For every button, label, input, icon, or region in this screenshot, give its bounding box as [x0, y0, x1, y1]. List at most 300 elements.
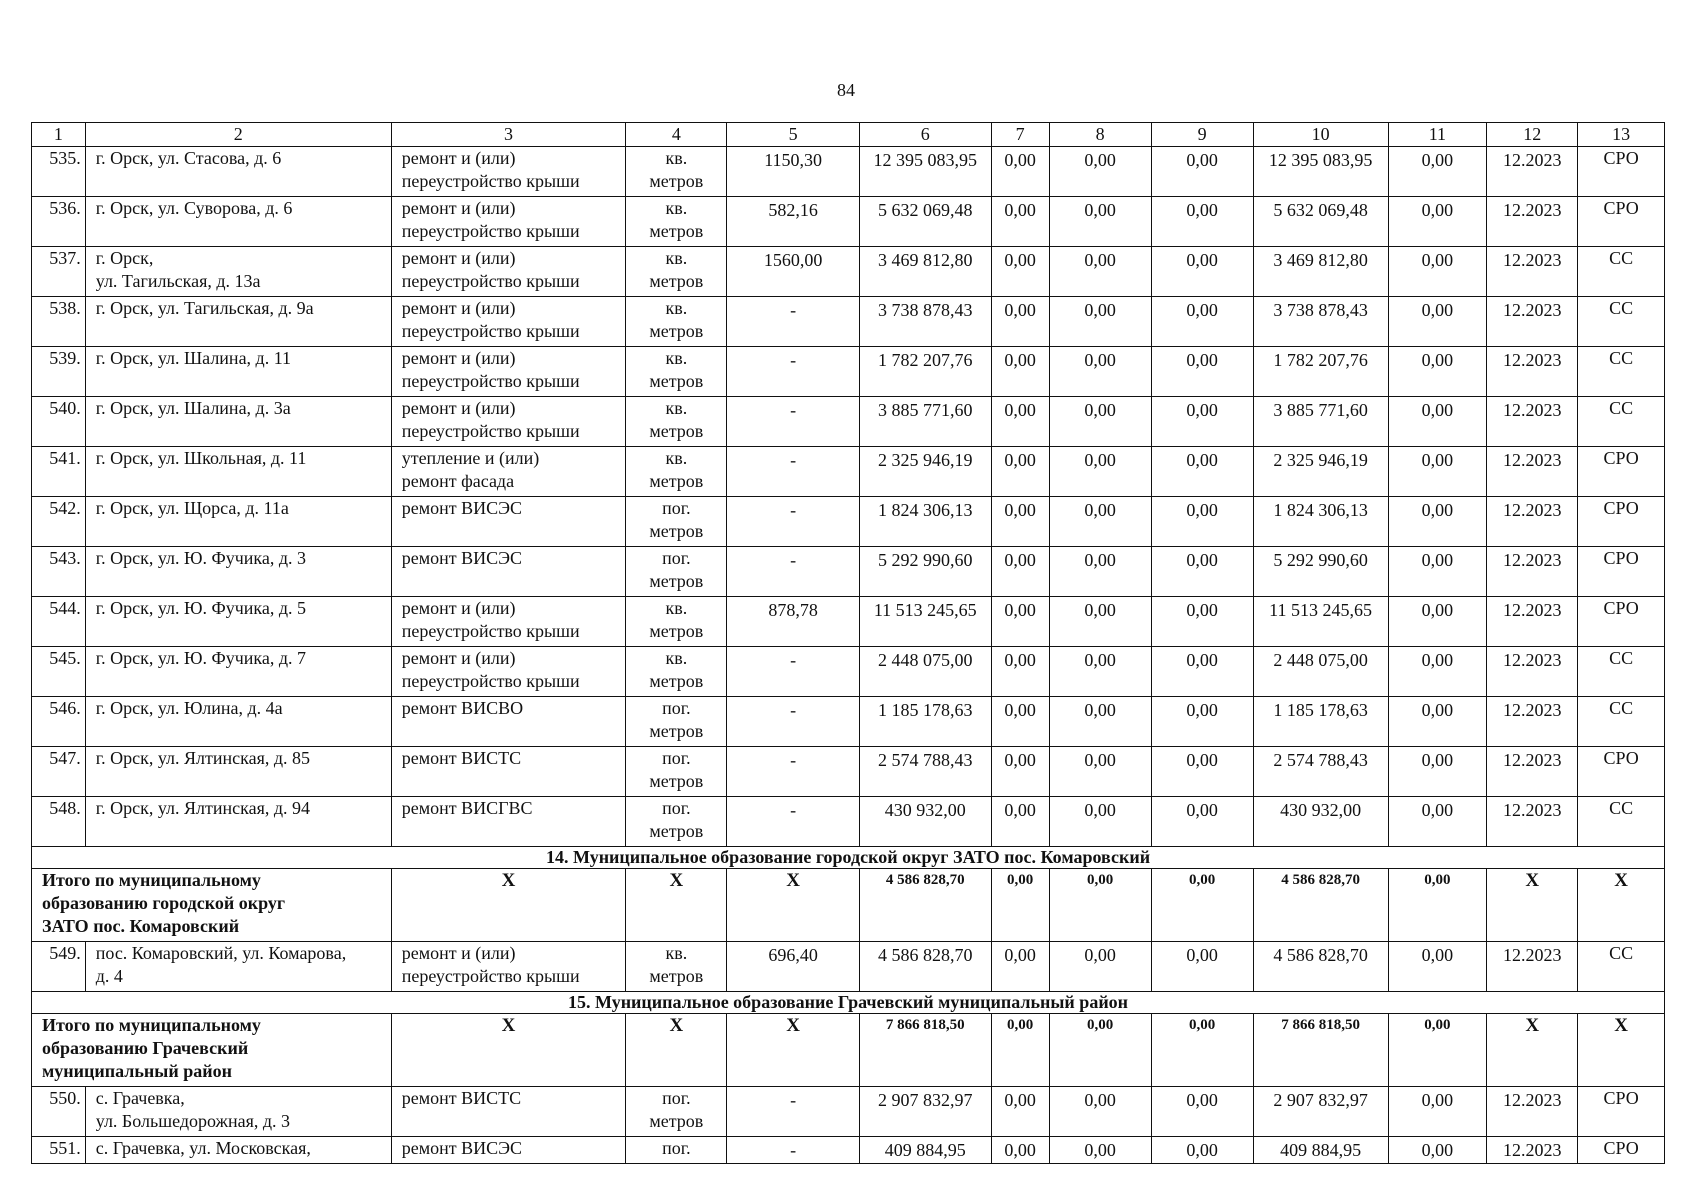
contractor-type: СРО — [1578, 1137, 1665, 1164]
col-7: 0,00 — [991, 497, 1049, 547]
table-row — [32, 1087, 1665, 1137]
col-9: 0,00 — [1151, 942, 1253, 992]
unit-line: метров — [649, 321, 704, 341]
col-8: 0,00 — [1049, 297, 1151, 347]
total-x: X — [626, 1014, 727, 1087]
column-header: 3 — [391, 123, 626, 147]
contractor-type: СС — [1578, 942, 1665, 992]
work-type-line: ремонт и (или) — [401, 198, 516, 218]
total-label-line: ЗАТО пос. Комаровский — [42, 916, 240, 936]
total-label-line: образованию Грачевский — [42, 1038, 249, 1058]
unit-line: метров — [649, 221, 704, 241]
address — [85, 297, 391, 347]
column-header: 9 — [1151, 123, 1253, 147]
col-9: 0,00 — [1151, 247, 1253, 297]
unit-line: кв. — [665, 398, 688, 418]
col-10: 5 292 990,60 — [1253, 547, 1388, 597]
col-7: 0,00 — [991, 147, 1049, 197]
address-line: г. Орск, ул. Ю. Фучика, д. 7 — [95, 648, 307, 668]
contractor-type: СС — [1578, 647, 1665, 697]
work-type-line: ремонт ВИСЭС — [401, 1138, 522, 1158]
column-header: 12 — [1487, 123, 1578, 147]
unit — [626, 247, 727, 297]
row-number: 540. — [32, 397, 86, 447]
total-x: X — [626, 869, 727, 942]
work-type — [391, 347, 626, 397]
unit — [626, 697, 727, 747]
completion-date: 12.2023 — [1487, 547, 1578, 597]
work-type-line: ремонт и (или) — [401, 398, 516, 418]
col-8: 0,00 — [1049, 497, 1151, 547]
unit-line: метров — [649, 721, 704, 741]
col-9: 0,00 — [1151, 347, 1253, 397]
unit-line: метров — [649, 621, 704, 641]
col-11: 0,00 — [1388, 297, 1487, 347]
address-line: г. Орск, ул. Суворова, д. 6 — [95, 198, 293, 218]
completion-date: 12.2023 — [1487, 597, 1578, 647]
col-8: 0,00 — [1049, 1137, 1151, 1164]
unit-line: метров — [649, 371, 704, 391]
total-x: X — [1578, 1014, 1665, 1087]
col-7: 0,00 — [991, 447, 1049, 497]
work-type-line: ремонт ВИСТС — [401, 748, 522, 768]
completion-date: 12.2023 — [1487, 747, 1578, 797]
work-type-line: переустройство крыши — [401, 271, 580, 291]
total-label — [32, 869, 392, 942]
col-10: 3 885 771,60 — [1253, 397, 1388, 447]
col-9: 0,00 — [1151, 197, 1253, 247]
column-header: 1 — [32, 123, 86, 147]
contractor-type: СРО — [1578, 447, 1665, 497]
completion-date: 12.2023 — [1487, 1137, 1578, 1164]
col-7: 0,00 — [991, 869, 1049, 942]
unit-line: кв. — [665, 248, 688, 268]
col-10: 12 395 083,95 — [1253, 147, 1388, 197]
unit-line: метров — [649, 821, 704, 841]
col-8: 0,00 — [1049, 1014, 1151, 1087]
work-type-line: утепление и (или) — [401, 448, 540, 468]
column-header: 7 — [991, 123, 1049, 147]
col-11: 0,00 — [1388, 197, 1487, 247]
col-9: 0,00 — [1151, 597, 1253, 647]
col-9: 0,00 — [1151, 397, 1253, 447]
area: 878,78 — [727, 597, 860, 647]
address — [85, 447, 391, 497]
col-7: 0,00 — [991, 942, 1049, 992]
total-cost: 5 632 069,48 — [859, 197, 991, 247]
work-type-line: ремонт и (или) — [401, 943, 516, 963]
col-11: 0,00 — [1388, 497, 1487, 547]
col-10: 4 586 828,70 — [1253, 869, 1388, 942]
row-number: 546. — [32, 697, 86, 747]
address-line: д. 4 — [95, 966, 123, 986]
page-number: 84 — [837, 80, 855, 100]
table-row — [32, 447, 1665, 497]
col-7: 0,00 — [991, 547, 1049, 597]
work-type-line: переустройство крыши — [401, 321, 580, 341]
address — [85, 647, 391, 697]
unit-line: метров — [649, 571, 704, 591]
unit-line: метров — [649, 1111, 704, 1131]
col-10: 11 513 245,65 — [1253, 597, 1388, 647]
total-cost: 3 738 878,43 — [859, 297, 991, 347]
table-row — [32, 247, 1665, 297]
table-row — [32, 547, 1665, 597]
unit-line: метров — [649, 421, 704, 441]
total-x: X — [1487, 869, 1578, 942]
col-11: 0,00 — [1388, 547, 1487, 597]
unit — [626, 647, 727, 697]
col-9: 0,00 — [1151, 497, 1253, 547]
area: - — [727, 1137, 860, 1164]
col-9: 0,00 — [1151, 647, 1253, 697]
table-row — [32, 647, 1665, 697]
col-8: 0,00 — [1049, 197, 1151, 247]
address-line: ул. Большедорожная, д. 3 — [95, 1111, 291, 1131]
total-cost: 3 469 812,80 — [859, 247, 991, 297]
work-type-line: ремонт и (или) — [401, 348, 516, 368]
work-type-line: ремонт ВИСЭС — [401, 498, 522, 518]
unit-line: кв. — [665, 148, 688, 168]
column-header: 2 — [85, 123, 391, 147]
contractor-type: СРО — [1578, 497, 1665, 547]
total-cost: 430 932,00 — [859, 797, 991, 847]
col-7: 0,00 — [991, 247, 1049, 297]
work-type — [391, 747, 626, 797]
unit — [626, 747, 727, 797]
unit — [626, 1087, 727, 1137]
work-type-line: переустройство крыши — [401, 966, 580, 986]
address — [85, 497, 391, 547]
unit — [626, 942, 727, 992]
row-number: 536. — [32, 197, 86, 247]
col-8: 0,00 — [1049, 397, 1151, 447]
total-x: X — [391, 869, 626, 942]
section-title: 15. Муниципальное образование Грачевский муниципальный район — [32, 992, 1665, 1014]
row-number: 542. — [32, 497, 86, 547]
address-line: г. Орск, ул. Шалина, д. 3а — [95, 398, 291, 418]
unit — [626, 1137, 727, 1164]
address — [85, 797, 391, 847]
address-line: г. Орск, — [95, 248, 154, 268]
col-8: 0,00 — [1049, 869, 1151, 942]
area: 1150,30 — [727, 147, 860, 197]
address — [85, 247, 391, 297]
completion-date: 12.2023 — [1487, 942, 1578, 992]
work-type — [391, 197, 626, 247]
area: - — [727, 1087, 860, 1137]
col-8: 0,00 — [1049, 647, 1151, 697]
contractor-type: СРО — [1578, 147, 1665, 197]
unit-line: метров — [649, 521, 704, 541]
unit-line: кв. — [665, 943, 688, 963]
col-11: 0,00 — [1388, 397, 1487, 447]
col-8: 0,00 — [1049, 797, 1151, 847]
table-row — [32, 297, 1665, 347]
area: - — [727, 497, 860, 547]
column-header-row — [32, 123, 1665, 147]
address — [85, 347, 391, 397]
address-line: г. Орск, ул. Ялтинская, д. 94 — [95, 798, 311, 818]
address — [85, 197, 391, 247]
work-type-line: ремонт и (или) — [401, 648, 516, 668]
col-11: 0,00 — [1388, 247, 1487, 297]
unit-line: метров — [649, 966, 704, 986]
col-11: 0,00 — [1388, 597, 1487, 647]
unit-line: метров — [649, 671, 704, 691]
col-7: 0,00 — [991, 597, 1049, 647]
total-cost: 4 586 828,70 — [859, 942, 991, 992]
work-type — [391, 697, 626, 747]
unit-line: пог. — [662, 1088, 691, 1108]
col-7: 0,00 — [991, 1087, 1049, 1137]
total-cost: 2 907 832,97 — [859, 1087, 991, 1137]
address — [85, 1087, 391, 1137]
area: - — [727, 447, 860, 497]
col-11: 0,00 — [1388, 647, 1487, 697]
area: 696,40 — [727, 942, 860, 992]
unit-line: метров — [649, 771, 704, 791]
completion-date: 12.2023 — [1487, 347, 1578, 397]
address-line: г. Орск, ул. Шалина, д. 11 — [95, 348, 292, 368]
col-11: 0,00 — [1388, 1137, 1487, 1164]
completion-date: 12.2023 — [1487, 447, 1578, 497]
work-type — [391, 797, 626, 847]
section-title-row — [32, 992, 1665, 1014]
work-type — [391, 447, 626, 497]
col-7: 0,00 — [991, 747, 1049, 797]
capital-repair-table — [31, 122, 1665, 1164]
contractor-type: СРО — [1578, 747, 1665, 797]
work-type — [391, 247, 626, 297]
completion-date: 12.2023 — [1487, 247, 1578, 297]
total-label — [32, 1014, 392, 1087]
col-11: 0,00 — [1388, 697, 1487, 747]
address-line: ул. Тагильская, д. 13а — [95, 271, 261, 291]
total-cost: 2 448 075,00 — [859, 647, 991, 697]
row-number: 539. — [32, 347, 86, 397]
contractor-type: СС — [1578, 297, 1665, 347]
address-line: г. Орск, ул. Ю. Фучика, д. 3 — [95, 548, 307, 568]
col-9: 0,00 — [1151, 547, 1253, 597]
work-type-line: переустройство крыши — [401, 171, 580, 191]
col-10: 3 738 878,43 — [1253, 297, 1388, 347]
work-type-line: ремонт ВИСЭС — [401, 548, 522, 568]
col-8: 0,00 — [1049, 147, 1151, 197]
col-9: 0,00 — [1151, 869, 1253, 942]
work-type-line: переустройство крыши — [401, 421, 580, 441]
col-11: 0,00 — [1388, 869, 1487, 942]
total-x: X — [391, 1014, 626, 1087]
work-type-line: ремонт ВИСГВС — [401, 798, 533, 818]
col-7: 0,00 — [991, 347, 1049, 397]
column-header: 11 — [1388, 123, 1487, 147]
work-type-line: ремонт и (или) — [401, 298, 516, 318]
address-line: г. Орск, ул. Щорса, д. 11а — [95, 498, 289, 518]
contractor-type: СРО — [1578, 597, 1665, 647]
work-type — [391, 597, 626, 647]
work-type-line: переустройство крыши — [401, 621, 580, 641]
col-9: 0,00 — [1151, 147, 1253, 197]
section-title: 14. Муниципальное образование городской округ ЗАТО пос. Комаровский — [32, 847, 1665, 869]
column-header: 4 — [626, 123, 727, 147]
unit-line: кв. — [665, 348, 688, 368]
unit — [626, 497, 727, 547]
col-10: 1 185 178,63 — [1253, 697, 1388, 747]
column-header: 6 — [859, 123, 991, 147]
contractor-type: СРО — [1578, 197, 1665, 247]
col-10: 1 824 306,13 — [1253, 497, 1388, 547]
total-label-line: муниципальный район — [42, 1061, 232, 1081]
contractor-type: СРО — [1578, 547, 1665, 597]
total-x: X — [727, 869, 860, 942]
area: - — [727, 347, 860, 397]
contractor-type: СС — [1578, 247, 1665, 297]
address-line: г. Орск, ул. Юлина, д. 4а — [95, 698, 283, 718]
col-8: 0,00 — [1049, 547, 1151, 597]
table-row — [32, 697, 1665, 747]
work-type — [391, 397, 626, 447]
table-row — [32, 197, 1665, 247]
table-row — [32, 147, 1665, 197]
col-11: 0,00 — [1388, 942, 1487, 992]
col-10: 1 782 207,76 — [1253, 347, 1388, 397]
col-9: 0,00 — [1151, 1087, 1253, 1137]
work-type-line: переустройство крыши — [401, 371, 580, 391]
address-line: г. Орск, ул. Ялтинская, д. 85 — [95, 748, 311, 768]
col-9: 0,00 — [1151, 447, 1253, 497]
total-x: X — [727, 1014, 860, 1087]
col-11: 0,00 — [1388, 797, 1487, 847]
area: - — [727, 297, 860, 347]
row-number: 545. — [32, 647, 86, 697]
col-11: 0,00 — [1388, 147, 1487, 197]
unit — [626, 147, 727, 197]
unit-line: пог. — [662, 748, 691, 768]
work-type — [391, 942, 626, 992]
address-line: г. Орск, ул. Тагильская, д. 9а — [95, 298, 314, 318]
col-8: 0,00 — [1049, 697, 1151, 747]
total-cost: 409 884,95 — [859, 1137, 991, 1164]
table-row — [32, 1137, 1665, 1164]
total-x: X — [1578, 869, 1665, 942]
section-total-row — [32, 1014, 1665, 1087]
address — [85, 147, 391, 197]
col-11: 0,00 — [1388, 1087, 1487, 1137]
row-number: 543. — [32, 547, 86, 597]
col-7: 0,00 — [991, 647, 1049, 697]
col-11: 0,00 — [1388, 347, 1487, 397]
col-8: 0,00 — [1049, 347, 1151, 397]
total-cost: 5 292 990,60 — [859, 547, 991, 597]
work-type — [391, 147, 626, 197]
work-type — [391, 547, 626, 597]
unit-line: кв. — [665, 298, 688, 318]
area: - — [727, 697, 860, 747]
completion-date: 12.2023 — [1487, 647, 1578, 697]
address — [85, 597, 391, 647]
col-10: 4 586 828,70 — [1253, 942, 1388, 992]
column-header: 10 — [1253, 123, 1388, 147]
work-type-line: ремонт ВИСВО — [401, 698, 524, 718]
total-cost: 7 866 818,50 — [859, 1014, 991, 1087]
total-cost: 2 574 788,43 — [859, 747, 991, 797]
completion-date: 12.2023 — [1487, 497, 1578, 547]
section-title-row — [32, 847, 1665, 869]
work-type — [391, 647, 626, 697]
unit — [626, 297, 727, 347]
completion-date: 12.2023 — [1487, 297, 1578, 347]
column-header: 5 — [727, 123, 860, 147]
col-11: 0,00 — [1388, 447, 1487, 497]
table-row — [32, 942, 1665, 992]
row-number: 541. — [32, 447, 86, 497]
column-header: 8 — [1049, 123, 1151, 147]
address — [85, 1137, 391, 1164]
contractor-type: СС — [1578, 797, 1665, 847]
address — [85, 697, 391, 747]
row-number: 548. — [32, 797, 86, 847]
address-line: пос. Комаровский, ул. Комарова, — [95, 943, 347, 963]
row-number: 538. — [32, 297, 86, 347]
col-10: 2 325 946,19 — [1253, 447, 1388, 497]
row-number: 551. — [32, 1137, 86, 1164]
area: - — [727, 747, 860, 797]
work-type-line: ремонт фасада — [401, 471, 515, 491]
col-9: 0,00 — [1151, 697, 1253, 747]
total-cost: 1 782 207,76 — [859, 347, 991, 397]
unit — [626, 197, 727, 247]
col-11: 0,00 — [1388, 747, 1487, 797]
col-10: 7 866 818,50 — [1253, 1014, 1388, 1087]
total-cost: 1 824 306,13 — [859, 497, 991, 547]
table-row — [32, 347, 1665, 397]
contractor-type: СС — [1578, 397, 1665, 447]
col-8: 0,00 — [1049, 747, 1151, 797]
row-number: 544. — [32, 597, 86, 647]
col-10: 430 932,00 — [1253, 797, 1388, 847]
col-10: 5 632 069,48 — [1253, 197, 1388, 247]
col-11: 0,00 — [1388, 1014, 1487, 1087]
address — [85, 397, 391, 447]
col-7: 0,00 — [991, 797, 1049, 847]
address-line: с. Грачевка, — [95, 1088, 185, 1108]
work-type — [391, 1087, 626, 1137]
completion-date: 12.2023 — [1487, 797, 1578, 847]
section-total-row — [32, 869, 1665, 942]
contractor-type: СС — [1578, 697, 1665, 747]
total-cost: 3 885 771,60 — [859, 397, 991, 447]
table-row — [32, 497, 1665, 547]
work-type-line: ремонт и (или) — [401, 148, 516, 168]
completion-date: 12.2023 — [1487, 1087, 1578, 1137]
total-label-line: образованию городской округ — [42, 893, 286, 913]
area: - — [727, 647, 860, 697]
col-8: 0,00 — [1049, 597, 1151, 647]
unit-line: пог. — [662, 1138, 691, 1158]
completion-date: 12.2023 — [1487, 197, 1578, 247]
col-10: 2 574 788,43 — [1253, 747, 1388, 797]
table-row — [32, 597, 1665, 647]
col-7: 0,00 — [991, 697, 1049, 747]
work-type-line: переустройство крыши — [401, 671, 580, 691]
unit — [626, 397, 727, 447]
col-7: 0,00 — [991, 1014, 1049, 1087]
unit-line: метров — [649, 171, 704, 191]
col-9: 0,00 — [1151, 797, 1253, 847]
col-10: 2 907 832,97 — [1253, 1087, 1388, 1137]
total-cost: 2 325 946,19 — [859, 447, 991, 497]
